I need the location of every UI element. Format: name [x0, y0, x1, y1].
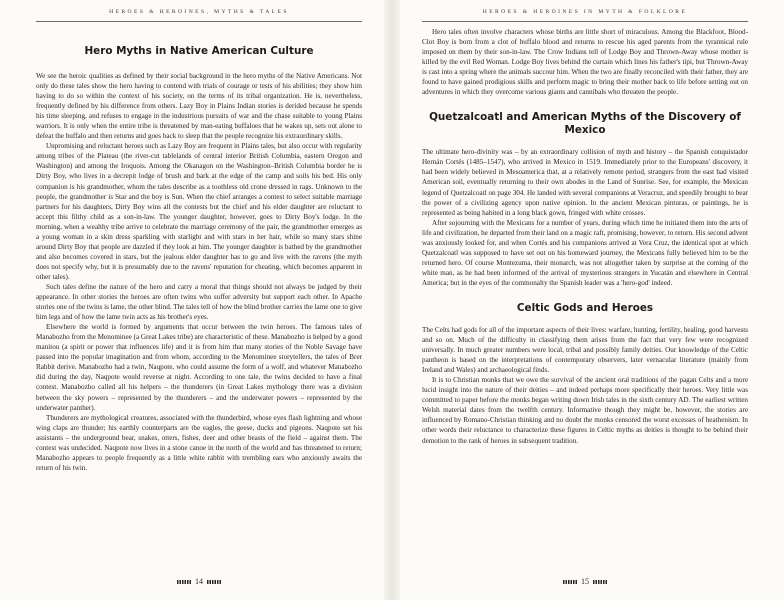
paragraph: Unpromising and reluctant heroes such as Lazy Boy are frequent in Plains tales, but also occur with regularity among tribes of the Plateau (the river-cut tablelands of central interior British Columbia, eastern Oregon and Washington) and among the Iroquois. Among the Okanagon on the Washington–British Columbia border he is Dirty Boy, who lives in a decrepit lodge of brush and bark at the edge of the camp and soils his bed. His only companion is his grandmother, whom the tales describe as a toothless old crone dressed in rags. Unknown to the people, the grandmother is Star and the boy is Sun. When the chief arranges a contest to select suitable marriage partners for his daughters, Dirty Boy wins all the contests but the chief and his elder daughter are reluctant to accept this filthy child as a son-in-law. The younger daughter, however, goes to Dirty Boy's lodge. In the morning, when a wealthy tribe arrive to celebrate the marriage ceremony of the pair, the grandmother emerges as a young woman in a skin dress sparkling with starlight and with stars in her hair, while so many stars shine around Dirty Boy that people are dazzled if they look at him. The younger daughter is bathed by the grandmother and also becomes covered in stars, but the jealous elder daughter has to go and live with the ravens (the myth does not specify why, but it is presumably due to the ravens' reputation for cheating, which becomes apparent in other tales). [36, 142, 362, 281]
section-title-quetzalcoatl: Quetzalcoatl and American Myths of the Discovery of Mexico [429, 111, 741, 137]
section-title-hero-myths: Hero Myths in Native American Culture [84, 45, 314, 57]
paragraph: The Celts had gods for all of the important aspects of their lives: warfare, hunting, fertility, healing, good harvests and so on. Much of the difficulty in classifying them arises from the fact that very few were recognized universally. In much greater numbers were local, tribal and possibly family deities. Our knowledge of the Celtic pantheon is based on the interpretations of contemporary observers, later vernacular literature (mainly from Ireland and Wales) and archaeological finds. [422, 325, 748, 375]
right-header-rule [422, 21, 748, 22]
paragraph: Elsewhere the world is formed by arguments that occur between the twin heroes. The famous tales of Manabozho from the Menominee (a Great Lakes tribe) are characteristic of these. Manabozho is helped by a good manitou (a spirit or power that influences life) and it is from him that many stories of the Noble Savage have passed into the popular imagination and from whom, according to the Menominee storytellers, the tales of Brer Rabbit derive. Manabozho had a twin, Naqpote, who could assume the form of a wolf, and whatever Manabozho did during the day, Naqpote would reverse at night. According to one tale, the twins decided to have a final contest. Manabozho called all his helpers – the thunderers (in Great Lakes mythology there was a division between the sky powers – represented by the thunderers – and the underwater powers – represented by the underwater panther). [36, 323, 362, 412]
left-running-head: HEROES & HEROINES, MYTHS & TALES [109, 9, 289, 15]
paragraph: Thunderers are mythological creatures, associated with the thunderbird, whose eyes flash lightning and whose wing claps are thunder; his earthly counterparts are the eagles, the geese, ducks and pigeons. Naqpote set his assistants – the underground bear, snakes, otters, fishes, deer and other beasts of the field – against them. The contest was undecided. Naqpote now lives in a stone canoe in the north of the world and has threatened to return; Manabozho appears to people frequently as a little white rabbit with trembling ears who anxiously awaits the return of his twin. [36, 413, 362, 472]
paragraph: Such tales define the nature of the hero and carry a moral that things should not always be judged by their appearance. In other stories the heroes are often twins who suffer adversity but support each other. In Apache stories one of the twins is lame, the other blind. The tales tell of how the blind brother carries the lame one to give him legs and of how the lame twin acts as his brother's eyes. [36, 282, 362, 322]
folio-ornament-icon [207, 580, 221, 584]
paragraph: We see the heroic qualities as defined by their social background in the hero myths of the Native Americans. Not only do these tales show the hero having to contend with trials of courage or tests of his abilities; they show him having to do so within the context of his society, on the terms of its tribal organization. He is, nevertheless, frequently defined by his difference from others. Lazy Boy in Plains Indian stories is derided because he spends his time sleeping, and refuses to engage in the industrious pursuits of war and the chase suitable to young Plains warriors. It is only when the entire tribe is threatened by man-eating buffaloes that he wakes up, sets out alone to defeat the buffalo and then returns and goes back to sleep that the people recognize his extraordinary skills. [36, 72, 362, 141]
paragraph: The ultimate hero-divinity was – by an extraordinary collision of myth and history – the Spanish conquistador Hernán Cortés (1485–1547), who arrived in Mexico in 1519. Immediately prior to the Europeans' discovery, it had been widely believed in Mesoamerica that, at a relatively remote period, strangers from the east had visited American soil, eventually returning to their own abodes in the Land of Sunrise. See, for example, the Mexican legend of Quetzalcoatl on page 304. He landed with several companions at Veracruz, and speedily brought to bear the power of a civilizing agency upon native opinion. In the ancient Mexican pinturas, or paintings, he is represented as being habited in a long black gown, fringed with white crosses. [422, 148, 748, 217]
folio-ornament-icon [593, 580, 607, 584]
paragraph: It is to Christian monks that we owe the survival of the ancient oral traditions of the pagan Celts and a more lucid insight into the nature of their deities – and indeed perhaps more specifically their heroes. Very little was committed to paper before the monks began writing down Irish tales in the sixth century AD. The earliest written Welsh material dates from the twelfth century. Informative though they might be, however, the stories are influenced by Romano-Christian thinking and no doubt the monks censored the worst excesses of heathenism. In other words their reluctance to characterize these figures in Celtic myths as deities is thought to be behind their demotion to the rank of heroes in subsequent tradition. [422, 376, 748, 445]
left-page [0, 0, 384, 600]
book-gutter [384, 0, 400, 600]
left-page-number: 14 [195, 577, 203, 586]
left-page-body [36, 27, 362, 570]
right-running-head: HEROES & HEROINES IN MYTH & FOLKLORE [482, 9, 688, 15]
left-header-rule [36, 21, 362, 22]
paragraph: Hero tales often involve characters whose births are little short of miraculous. Among the Blackfoot, Blood-Clot Boy is born from a clot of buffalo blood and returns to rescue his aged parents from the tyrannical rule imposed on them by their son-in-law. The Crow Indians tell of Lodge Boy and Thrown-Away whose mother is killed by the evil Red Woman. Lodge Boy lives behind the curtain which lines his father's tipi, but Thrown-Away is cast into a spring where the animals succour him. When the two are finally reconciled with their father, they are found to have gained prodigious skills and perform magic to bring their mother back to life before setting out on adventures in which they overcome various giants and cannibals who threaten the people. [422, 28, 748, 97]
right-page [400, 0, 784, 600]
left-page-folio [36, 577, 362, 586]
folio-ornament-icon [563, 580, 577, 584]
folio-ornament-icon [177, 580, 191, 584]
right-page-number: 15 [581, 577, 589, 586]
paragraph: After sojourning with the Mexicans for a number of years, during which time he initiated them into the arts of life and civilization, he departed from their land on a magic raft, promising, however, to return. His second advent was anxiously looked for, and when Cortés and his companions arrived at Vera Cruz, the identical spot at which Quetzalcoatl was supposed to have set out on his homeward journey, the Mexicans fully believed him to be the returned hero. Of course Montezuma, their monarch, was not altogether taken by surprise at the coming of the white man, as he had been informed of the arrival of mysterious strangers in Yucatán and elsewhere in Central America; but in the eyes of the commonalty the Spanish leader was a 'hero-god' indeed. [422, 218, 748, 287]
section-title-celtic: Celtic Gods and Heroes [516, 301, 654, 314]
right-page-body [422, 27, 748, 570]
right-page-folio [422, 577, 748, 586]
